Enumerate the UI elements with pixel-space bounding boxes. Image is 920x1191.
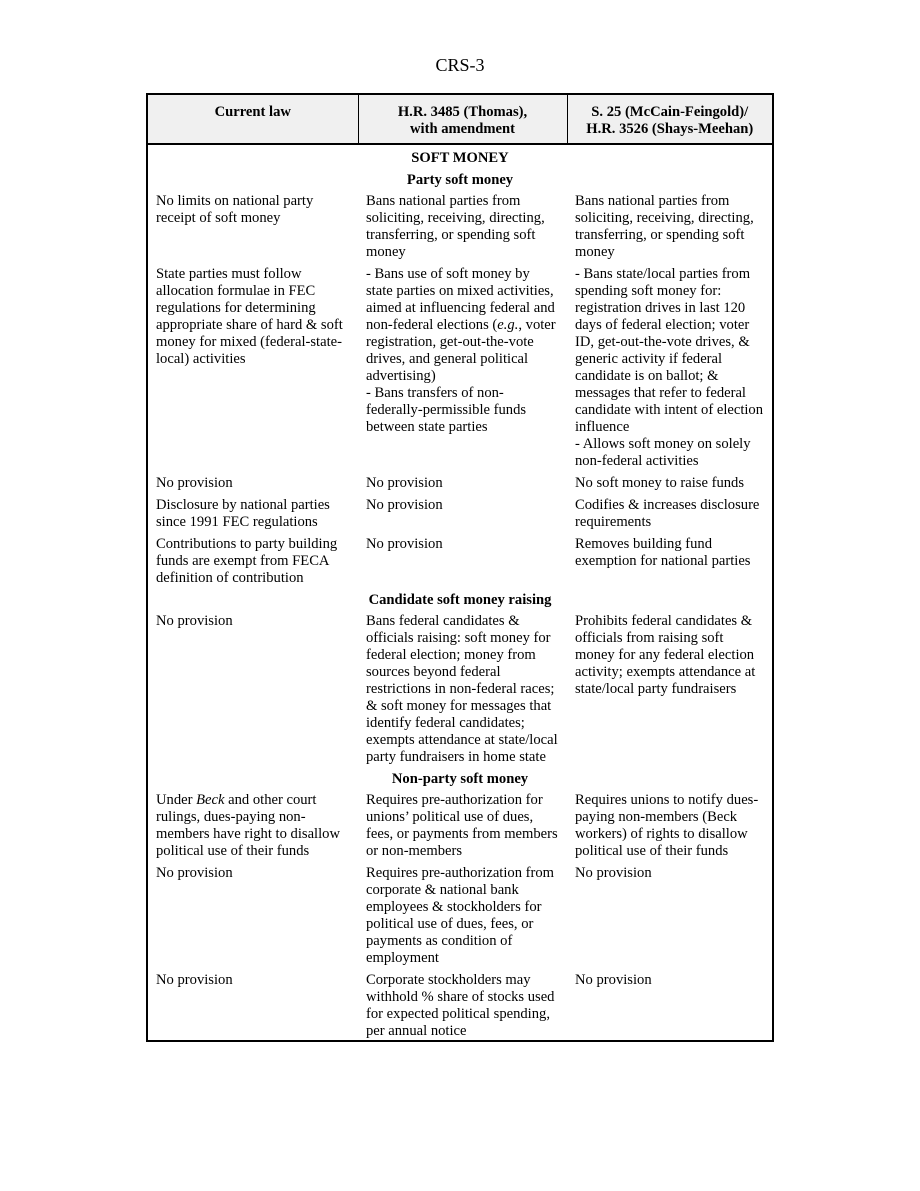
- table-row: [148, 792, 772, 865]
- page-header: CRS-3: [435, 55, 485, 75]
- comparison-table: [146, 93, 774, 1042]
- table-row: [148, 536, 772, 592]
- cell-current-law: Disclosure by national parties since 1991 FEC regulations: [156, 497, 330, 530]
- cell-s25: No provision: [575, 865, 652, 881]
- cell-current-law: No provision: [156, 613, 233, 629]
- table-row: [148, 266, 772, 475]
- cell-hr3485: Corporate stockholders may withhold % share of stocks used for expected political spending, per annual notice: [366, 972, 555, 1039]
- table-row: [148, 613, 772, 771]
- cell-paragraph: - Bans state/local parties from spending soft money for: registration drives in last 120 days of federal election; voter ID, get-out-the-vote drives, & generic activity if federal candidate is on ballot; & messages that refer to federal candidate with intent of election influence: [575, 266, 764, 435]
- subsection-title-candidate: Candidate soft money raising: [368, 592, 552, 608]
- table-row: [148, 972, 772, 1040]
- cell-paragraph: - Bans use of soft money by state parties on mixed activities, aimed at influencing federal and non-federal elections (e.g., voter registration, get-out-the-vote drives, and general political advertising): [366, 266, 556, 384]
- cell-hr3485: Requires pre-authorization for unions’ political use of dues, fees, or payments from members or non-members: [366, 792, 558, 859]
- cell-paragraph: - Allows soft money on solely non-federal activities: [575, 436, 751, 469]
- cell-current-law: No provision: [156, 865, 233, 881]
- cell-hr3485: No provision: [366, 536, 443, 552]
- table-row: [148, 865, 772, 972]
- table-row: [148, 193, 772, 266]
- subsection-row: [148, 771, 772, 792]
- table-row: [148, 497, 772, 536]
- table-row: [148, 475, 772, 497]
- cell-s25: No provision: [575, 972, 652, 988]
- section-title-row: [148, 144, 772, 172]
- cell-s25: Requires unions to notify dues-paying non-members (Beck workers) of rights to disallow political use of their funds: [575, 792, 759, 859]
- cell-hr3485: Bans federal candidates & officials raising: soft money for federal election; money from sources beyond federal restrictions in non-federal races; & soft money for messages that identify federal candidates; exempts attendance at state/local party fundraisers in home state: [366, 613, 558, 765]
- cell-hr3485: No provision: [366, 497, 443, 513]
- cell-s25: Removes building fund exemption for national parties: [575, 536, 751, 569]
- subsection-title-nonparty: Non-party soft money: [391, 771, 529, 787]
- cell-current-law: Under Beck and other court rulings, dues-paying non-members have right to disallow political use of their funds: [156, 792, 341, 859]
- cell-s25: [567, 266, 772, 475]
- subsection-title-party: Party soft money: [406, 172, 514, 188]
- cell-hr3485: Bans national parties from soliciting, receiving, directing, transferring, or spending soft money: [366, 193, 545, 260]
- cell-s25: Codifies & increases disclosure requirements: [575, 497, 760, 530]
- column-header-hr3485: H.R. 3485 (Thomas), with amendment: [358, 95, 567, 144]
- cell-s25: Prohibits federal candidates & officials from raising soft money for any federal election activity; exempts attendance at state/local party fundraisers: [575, 613, 756, 697]
- cell-s25: No soft money to raise funds: [575, 475, 745, 491]
- cell-current-law: State parties must follow allocation formulae in FEC regulations for determining appropriate share of hard & soft money for mixed (federal-state-local) activities: [156, 266, 343, 367]
- cell-hr3485: [358, 266, 567, 475]
- cell-s25: Bans national parties from soliciting, receiving, directing, transferring, or spending soft money: [575, 193, 754, 260]
- column-header-s25: S. 25 (McCain-Feingold)/ H.R. 3526 (Shays-Meehan): [567, 95, 772, 144]
- subsection-row: [148, 592, 772, 613]
- section-title: SOFT MONEY: [411, 150, 509, 166]
- cell-hr3485: Requires pre-authorization from corporate & national bank employees & stockholders for political use of dues, fees, or payments as condition of employment: [366, 865, 555, 966]
- column-header-current-law: Current law: [148, 95, 358, 144]
- subsection-row: [148, 172, 772, 193]
- cell-current-law: No provision: [156, 972, 233, 988]
- cell-current-law: Contributions to party building funds are exempt from FECA definition of contribution: [156, 536, 338, 586]
- cell-hr3485: No provision: [366, 475, 443, 491]
- cell-current-law: No limits on national party receipt of soft money: [156, 193, 314, 226]
- table-header-row: [148, 95, 772, 144]
- cell-current-law: No provision: [156, 475, 233, 491]
- cell-paragraph: - Bans transfers of non-federally-permissible funds between state parties: [366, 385, 527, 435]
